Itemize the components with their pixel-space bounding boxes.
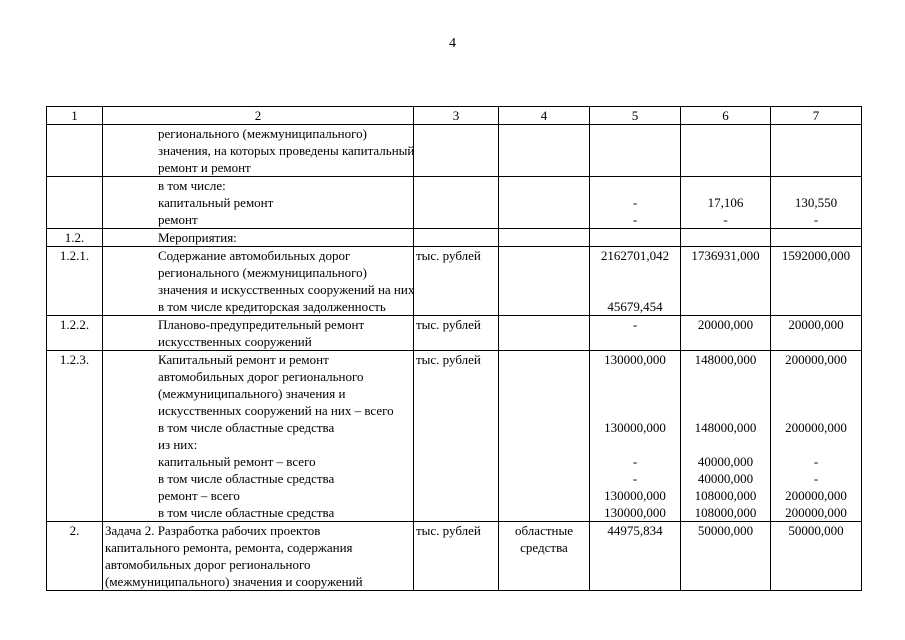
row-name-cell [103, 229, 414, 247]
cell-line: 108000,000 [694, 505, 757, 520]
cell-line: 130000,000 [604, 352, 666, 367]
cell-line [592, 281, 678, 298]
cell-line: Мероприятия: [158, 230, 237, 245]
cell-line [592, 402, 678, 419]
value-col6-cell [681, 125, 771, 177]
cell-line: 20000,000 [788, 317, 844, 332]
cell-line: в том числе: [158, 178, 226, 193]
cell-line: (межмуниципального) значения и [158, 386, 346, 401]
cell-line: тыс. рублей [416, 317, 481, 332]
cell-line [773, 385, 859, 402]
cell-line: 1.2.1. [59, 248, 90, 263]
cell-line: - [632, 195, 638, 210]
cell-line [683, 177, 768, 194]
cell-line: 108000,000 [694, 488, 757, 503]
value-col6-cell [681, 316, 771, 351]
row-number-cell [47, 522, 103, 591]
cell-line: в том числе кредиторская задолженность [158, 299, 386, 314]
cell-line: 1.2. [64, 230, 85, 245]
cell-line [773, 177, 859, 194]
cell-line [773, 402, 859, 419]
header-cell-1: 1 [47, 107, 103, 125]
value-col5-cell [590, 247, 681, 316]
cell-line: 130,550 [794, 195, 838, 210]
value-col7-cell [771, 316, 862, 351]
cell-line: 50000,000 [788, 523, 844, 538]
cell-line: 2162701,042 [600, 248, 670, 263]
header-cell-5: 5 [590, 107, 681, 125]
cell-line [773, 368, 859, 385]
cell-line: 200000,000 [785, 420, 847, 435]
cell-line: 148000,000 [694, 420, 757, 435]
table-row [47, 351, 862, 522]
cell-line: 1736931,000 [691, 248, 760, 263]
source-cell [499, 316, 590, 351]
value-col5-cell [590, 351, 681, 522]
value-col5-cell [590, 125, 681, 177]
unit-cell [414, 125, 499, 177]
table-row [47, 247, 862, 316]
header-cell-7: 7 [771, 107, 862, 125]
cell-line [592, 385, 678, 402]
row-name-cell [103, 247, 414, 316]
cell-line: (межмуниципального) значения и сооружений [105, 574, 363, 589]
value-col7-cell [771, 247, 862, 316]
cell-line: в том числе областные средства [158, 505, 335, 520]
cell-line: - [813, 471, 819, 486]
header-row [47, 107, 862, 125]
cell-line: из них: [158, 437, 198, 452]
source-cell [499, 177, 590, 229]
cell-line: 130000,000 [604, 420, 666, 435]
cell-line: средства [520, 540, 568, 555]
program-table [46, 106, 862, 591]
cell-line: 200000,000 [785, 352, 847, 367]
cell-line: 40000,000 [697, 454, 754, 469]
value-col5-cell [590, 229, 681, 247]
cell-line [592, 436, 678, 453]
row-number-cell [47, 316, 103, 351]
cell-line: тыс. рублей [416, 523, 481, 538]
cell-line [773, 436, 859, 453]
value-col7-cell [771, 177, 862, 229]
cell-line: 44975,834 [607, 523, 663, 538]
cell-line: 200000,000 [785, 505, 847, 520]
row-number-cell [47, 125, 103, 177]
cell-line: 200000,000 [785, 488, 847, 503]
cell-line: областные [515, 523, 573, 538]
cell-line: регионального (межмуниципального) [158, 265, 367, 280]
cell-line [592, 177, 678, 194]
cell-line: 130000,000 [604, 505, 666, 520]
cell-line [592, 264, 678, 281]
cell-line: капитальный ремонт [158, 195, 274, 210]
cell-line: значения и искусственных сооружений на них [158, 282, 415, 297]
cell-line [683, 436, 768, 453]
cell-line [683, 385, 768, 402]
header-cell-4: 4 [499, 107, 590, 125]
row-name-cell [103, 351, 414, 522]
table-body [47, 107, 862, 591]
header-cell-6: 6 [681, 107, 771, 125]
row-number-cell [47, 229, 103, 247]
table-row [47, 125, 862, 177]
cell-line: 2. [69, 523, 80, 538]
unit-cell [414, 247, 499, 316]
unit-cell [414, 229, 499, 247]
row-name-cell [103, 177, 414, 229]
cell-line: тыс. рублей [416, 352, 481, 367]
unit-cell [414, 316, 499, 351]
cell-line: 1.2.3. [59, 352, 90, 367]
row-number-cell [47, 177, 103, 229]
cell-line: Содержание автомобильных дорог [158, 248, 351, 263]
row-name-cell [103, 522, 414, 591]
unit-cell [414, 177, 499, 229]
value-col7-cell [771, 351, 862, 522]
cell-line: - [632, 317, 638, 332]
cell-line: - [632, 212, 638, 227]
cell-line: регионального (межмуниципального) [158, 126, 367, 141]
cell-line: автомобильных дорог регионального [158, 369, 364, 384]
source-cell [499, 229, 590, 247]
row-name-cell [103, 125, 414, 177]
cell-line: ремонт – всего [158, 488, 240, 503]
table-row [47, 229, 862, 247]
row-number-cell [47, 351, 103, 522]
table-row [47, 177, 862, 229]
value-col5-cell [590, 316, 681, 351]
cell-line: - [723, 212, 728, 227]
cell-line: капитальный ремонт – всего [158, 454, 316, 469]
cell-line: - [813, 454, 819, 469]
table-row [47, 522, 862, 591]
cell-line: 50000,000 [697, 523, 754, 538]
cell-line: 40000,000 [697, 471, 754, 486]
cell-line: в том числе областные средства [158, 420, 335, 435]
cell-line: - [632, 471, 638, 486]
cell-line: ремонт [158, 212, 198, 227]
value-col6-cell [681, 229, 771, 247]
row-name-cell [103, 316, 414, 351]
cell-line: - [632, 454, 638, 469]
value-col5-cell [590, 522, 681, 591]
cell-line: Задача 2. Разработка рабочих проектов [105, 523, 321, 538]
table-row [47, 316, 862, 351]
row-number-cell [47, 247, 103, 316]
cell-line [683, 368, 768, 385]
cell-line: - [813, 212, 819, 227]
cell-line: Планово-предупредительный ремонт [158, 317, 365, 332]
cell-line: 1592000,000 [781, 248, 851, 263]
source-cell [499, 247, 590, 316]
value-col7-cell [771, 522, 862, 591]
cell-line: в том числе областные средства [158, 471, 335, 486]
value-col6-cell [681, 351, 771, 522]
cell-line: 1.2.2. [59, 317, 90, 332]
cell-line: искусственных сооружений [158, 334, 312, 349]
cell-line: искусственных сооружений на них – всего [158, 403, 394, 418]
source-cell [499, 351, 590, 522]
header-cell-2: 2 [103, 107, 414, 125]
cell-line [683, 402, 768, 419]
cell-line: значения, на которых проведены капитальный [158, 143, 415, 158]
value-col7-cell [771, 125, 862, 177]
value-col6-cell [681, 522, 771, 591]
header-cell-3: 3 [414, 107, 499, 125]
cell-line: тыс. рублей [416, 248, 481, 263]
unit-cell [414, 351, 499, 522]
page-number: 4 [449, 36, 456, 51]
source-cell [499, 125, 590, 177]
cell-line: 130000,000 [604, 488, 666, 503]
cell-line: 20000,000 [697, 317, 754, 332]
cell-line: 45679,454 [607, 299, 663, 314]
cell-line: Капитальный ремонт и ремонт [158, 352, 329, 367]
cell-line: 148000,000 [694, 352, 757, 367]
value-col6-cell [681, 177, 771, 229]
unit-cell [414, 522, 499, 591]
cell-line: ремонт и ремонт [158, 160, 251, 175]
cell-line: капитального ремонта, ремонта, содержания [105, 540, 353, 555]
source-cell [499, 522, 590, 591]
cell-line: 17,106 [707, 195, 744, 210]
value-col7-cell [771, 229, 862, 247]
cell-line [592, 368, 678, 385]
value-col6-cell [681, 247, 771, 316]
cell-line: автомобильных дорог регионального [105, 557, 311, 572]
value-col5-cell [590, 177, 681, 229]
